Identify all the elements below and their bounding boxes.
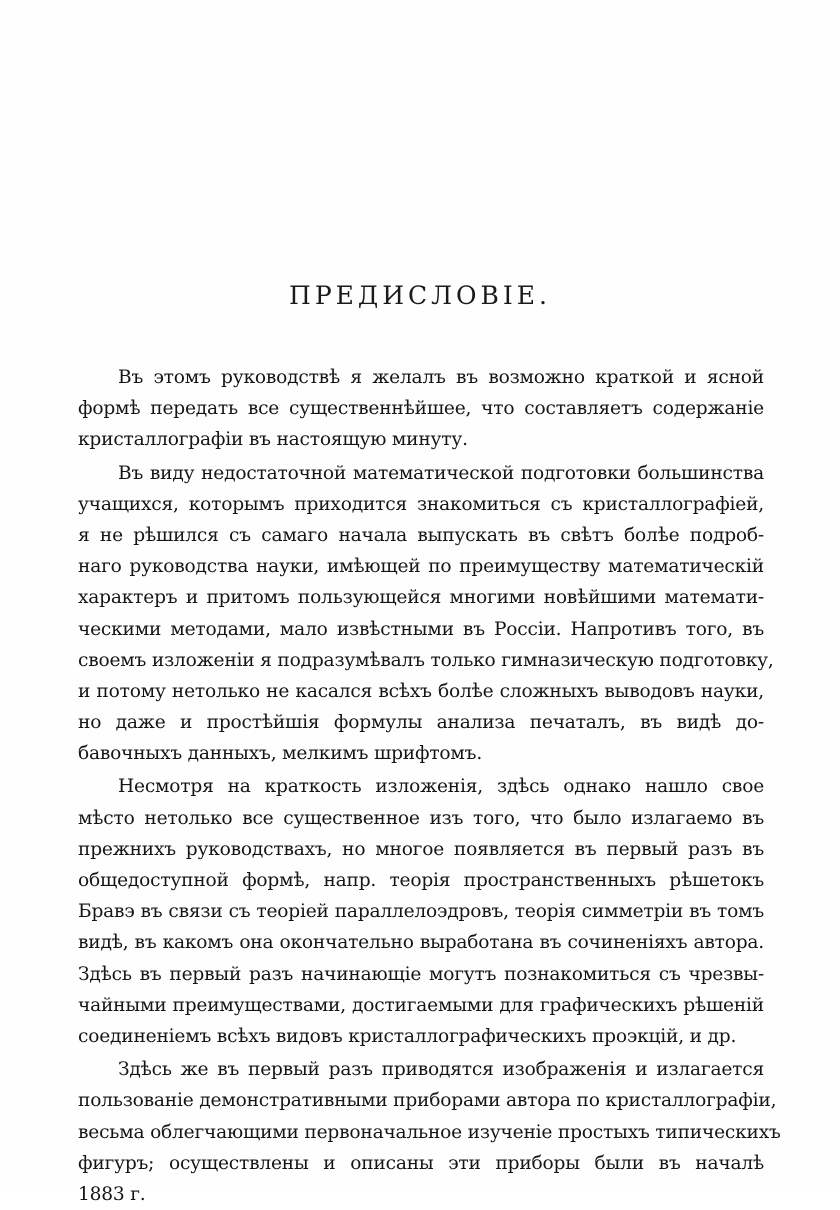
text-line: ческими методами, мало извѣстными въ Россіи. Напротивъ того, въ <box>78 618 764 640</box>
text-line: мѣсто нетолько все существенное изъ того, что было излагаемо въ <box>78 807 764 829</box>
text-line: весьма облегчающими первоначальное изученіе простыхъ типическихъ <box>78 1121 781 1143</box>
text-line: я не рѣшился съ самаго начала выпускать въ свѣтъ болѣе подроб- <box>78 524 764 546</box>
text-line: Въ этомъ руководствѣ я желалъ въ возможно краткой и ясной <box>118 367 764 388</box>
paragraph-2 <box>78 458 774 770</box>
preface-body <box>78 362 781 1210</box>
text-line: фигуръ; осуществлены и описаны эти приборы были въ началѣ <box>78 1152 764 1174</box>
text-line: формѣ передать все существеннѣйшее, что составляетъ содержаніе <box>78 398 764 420</box>
text-line: и потому нетолько не касался всѣхъ болѣе сложныхъ выводовъ науки, <box>78 680 764 702</box>
page-title: ПРЕДИСЛОВІЕ. <box>289 281 551 310</box>
paragraph-1 <box>78 362 764 456</box>
text-line: кристаллографіи въ настоящую минуту. <box>78 429 468 451</box>
text-line: Бравэ въ связи съ теоріей параллелоэдровъ, теорія симметріи въ томъ <box>78 901 764 923</box>
text-line: но даже и простѣйшія формулы анализа печаталъ, въ видѣ до- <box>78 712 764 734</box>
paragraph-4 <box>78 1054 781 1210</box>
text-line: бавочныхъ данныхъ, мелкимъ шрифтомъ. <box>78 743 483 765</box>
text-line: Здѣсь же въ первый разъ приводятся изображенія и излагается <box>118 1059 764 1081</box>
text-line: учащихся, которымъ приходится знакомиться съ кристаллографіей, <box>78 493 764 515</box>
text-line: своемъ изложеніи я подразумѣвалъ только гимназическую подготовку, <box>78 649 774 671</box>
text-line: пользованіе демонстративными приборами автора по кристаллографіи, <box>78 1090 777 1112</box>
text-line: характеръ и притомъ пользующейся многими новѣйшими математи- <box>78 587 764 609</box>
text-line: общедоступной формѣ, напр. теорія пространственныхъ рѣшетокъ <box>78 870 764 891</box>
text-line: Здѣсь въ первый разъ начинающіе могутъ познакомиться съ чрезвы- <box>78 963 764 985</box>
text-line: Несмотря на краткость изложенія, здѣсь однако нашло свое <box>118 776 764 798</box>
text-line: 1883 г. <box>78 1183 146 1205</box>
text-line: соединеніемъ всѣхъ видовъ кристаллографическихъ проэкцій, и др. <box>78 1025 737 1047</box>
text-line: чайными преимуществами, достигаемыми для графическихъ рѣшеній <box>78 994 764 1016</box>
paragraph-3 <box>78 771 764 1052</box>
text-line: прежнихъ руководствахъ, но многое появляется въ первый разъ въ <box>78 838 764 860</box>
text-line: видѣ, въ какомъ она окончательно выработана въ сочиненіяхъ автора. <box>78 932 764 954</box>
text-line: наго руководства науки, имѣющей по преимуществу математическій <box>78 556 764 578</box>
text-line: Въ виду недостаточной математической подготовки большинства <box>118 462 764 484</box>
